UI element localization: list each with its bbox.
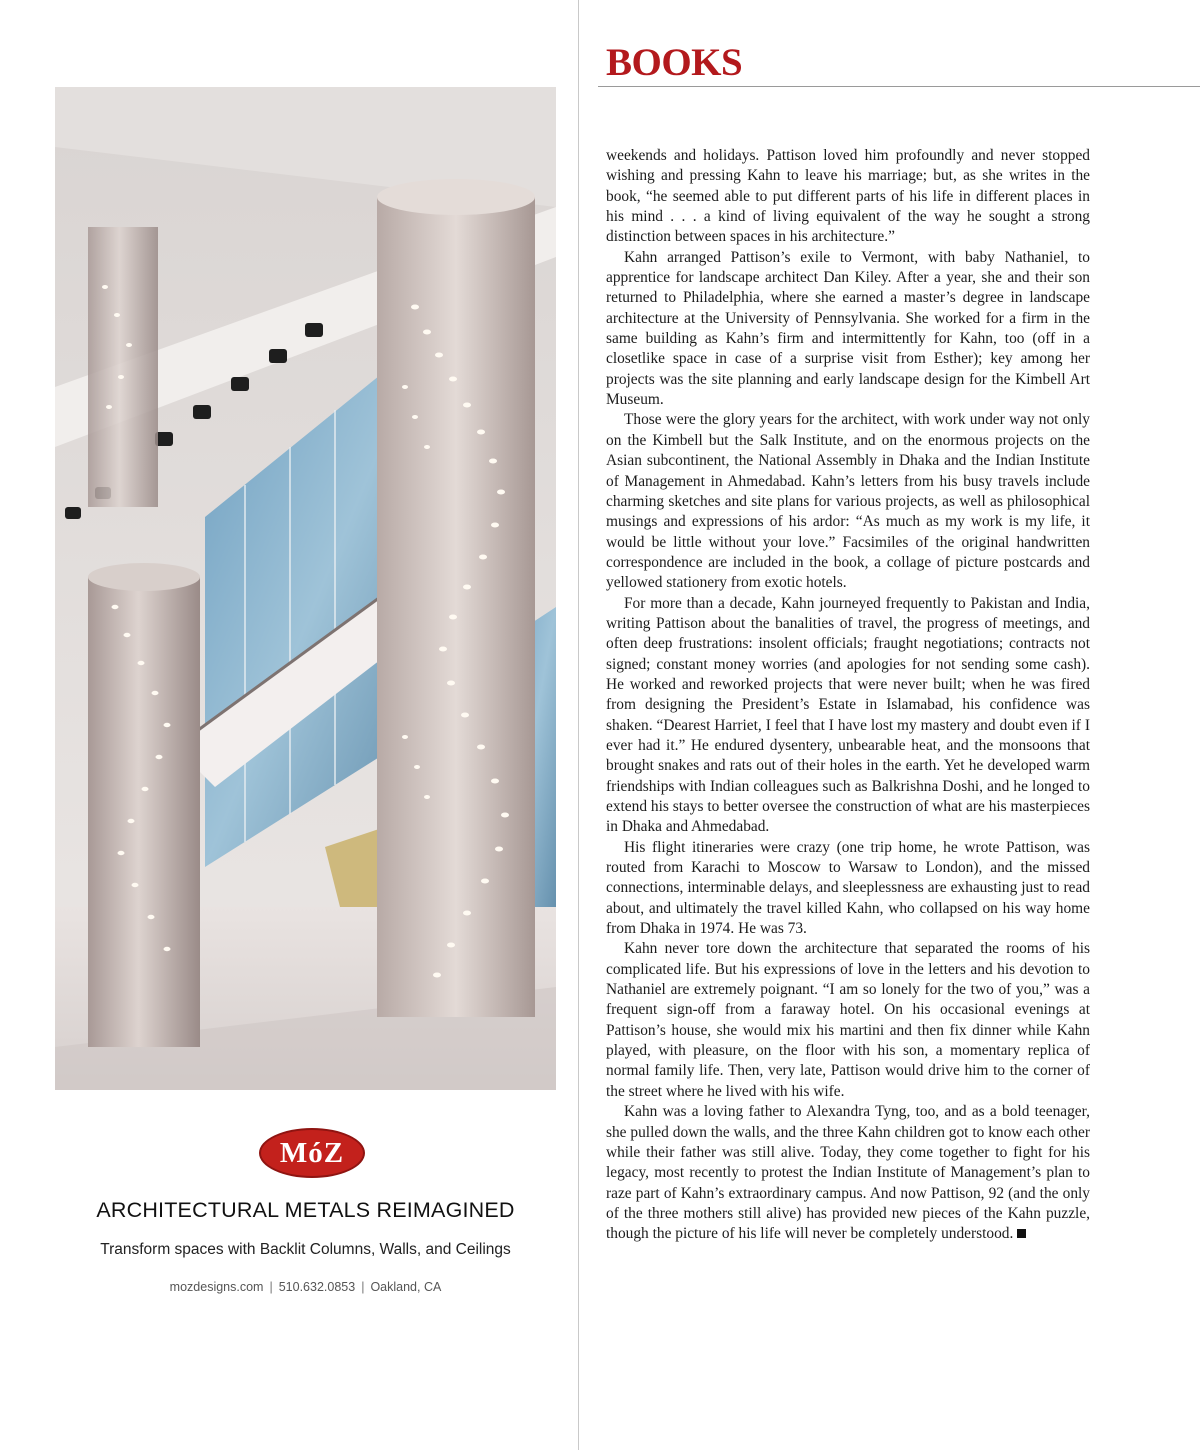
ad-tagline: Transform spaces with Backlit Columns, Walls, and Ceilings	[100, 1241, 511, 1258]
article-paragraph: His flight itineraries were crazy (one trip home, he wrote Pattison, was routed from Karachi to Moscow to Warsaw to London), and the missed connections, interminable delays, and sleeplessness are exhausting just to read about, and ultimately the travel killed Kahn, who collapsed on his way home from Dhaka in 1974. He was 73.	[606, 838, 1090, 938]
contact-separator: |	[361, 1280, 365, 1294]
moz-logo-text: MóZ	[279, 1136, 345, 1169]
ad-phone: 510.632.0853	[278, 1280, 356, 1294]
section-rule	[598, 86, 1200, 87]
ad-location: Oakland, CA	[370, 1280, 442, 1294]
ad-photo-backlit-columns	[55, 87, 556, 1090]
ad-headline: ARCHITECTURAL METALS REIMAGINED	[96, 1198, 515, 1222]
article-paragraph: Kahn arranged Pattison’s exile to Vermont, with baby Nathaniel, to apprentice for landscape architect Dan Kiley. After a year, she and their son returned to Philadelphia, where she earned a master’s degree in landscape architecture at the University of Pennsylvania. She worked for a firm in the same building as Kahn’s firm and intermittently for Kahn, too (off in a closetlike space in case of a surprise visit from Esther); key among her projects was the site planning and early landscape design for the Kimbell Art Museum.	[606, 248, 1090, 409]
ad-website-link[interactable]: mozdesigns.com	[169, 1280, 264, 1294]
article-paragraph: weekends and holidays. Pattison loved him profoundly and never stopped wishing and pressing Kahn to leave his marriage; but, as she writes in the book, “he seemed able to put different parts of his life in different places in his mind . . . a kind of living equivalent of the way he sought a strong distinction between spaces in his architecture.”	[606, 147, 1090, 246]
article-paragraph	[606, 1102, 1090, 1244]
page-gutter	[578, 0, 579, 1450]
ad-contact-line	[55, 1280, 556, 1294]
article-paragraph: Those were the glory years for the architect, with work under way not only on the Kimbell but the Salk Institute, and on the enormous projects on the Asian subcontinent, the National Assembly in Dhaka and the Indian Institute of Management in Ahmedabad. Kahn’s letters from his busy travels include charming sketches and site plans for various projects, as well as philosophical musings and expressions of his ardor: “As much as my work is my life, it would be little without your love.” Facsimiles of the original handwritten correspondence are included in the book, a collage of picture postcards and yellowed stationery from exotic hotels.	[606, 411, 1090, 592]
end-of-article-mark	[1017, 1229, 1026, 1238]
moz-logo	[259, 1128, 365, 1178]
article-paragraph-text: Kahn was a loving father to Alexandra Tyng, too, and as a bold teenager, she pulled down the walls, and the three Kahn children got to know each other while their father was still alive. Today, they come together to fight for his legacy, most recently to protest the Indian Institute of Management’s plan to raze part of Kahn’s extraordinary campus. And now Pattison, 92 (and the only of the three mothers still alive) has provided new pieces of the Kahn puzzle, though the picture of his life will never be completely understood.	[606, 1103, 1090, 1243]
article-paragraph: For more than a decade, Kahn journeyed frequently to Pakistan and India, writing Pattison about the banalities of travel, the progress of meetings, and often deep frustrations: insolent officials; fraught negotiations; contracts not signed; constant money worries (and apologies for not sending some cash). He worked and reworked projects that were never built; when he was fired from designing the President’s Estate in Islamabad, his confidence was shaken. “Dearest Harriet, I feel that I have lost my mastery and doubt even if I ever had it.” He endured dysentery, unbearable heat, and the monsoons that brought snakes and rats out of their holes in the earth. Yet he developed warm friendships with Indian colleagues such as Balkrishna Doshi, and he longed to extend his stays to better oversee the construction of what are his masterpieces in Dhaka and Ahmedabad.	[606, 594, 1090, 836]
contact-separator: |	[269, 1280, 273, 1294]
section-title: BOOKS	[606, 41, 743, 84]
article-body	[606, 146, 1090, 1245]
article-paragraph: Kahn never tore down the architecture that separated the rooms of his complicated life. But his expressions of love in the letters and his devotion to Nathaniel are extremely poignant. “I am so lonely for the two of you,” was a frequent sign-off from a faraway hotel. On his occasional evenings at Pattison’s house, she would mix his martini and then fix dinner while Kahn played, with pleasure, on the floor with his son, a momentary replica of normal family life. Then, very late, Pattison would drive him to the corner of the street where he lived with his wife.	[606, 940, 1090, 1100]
